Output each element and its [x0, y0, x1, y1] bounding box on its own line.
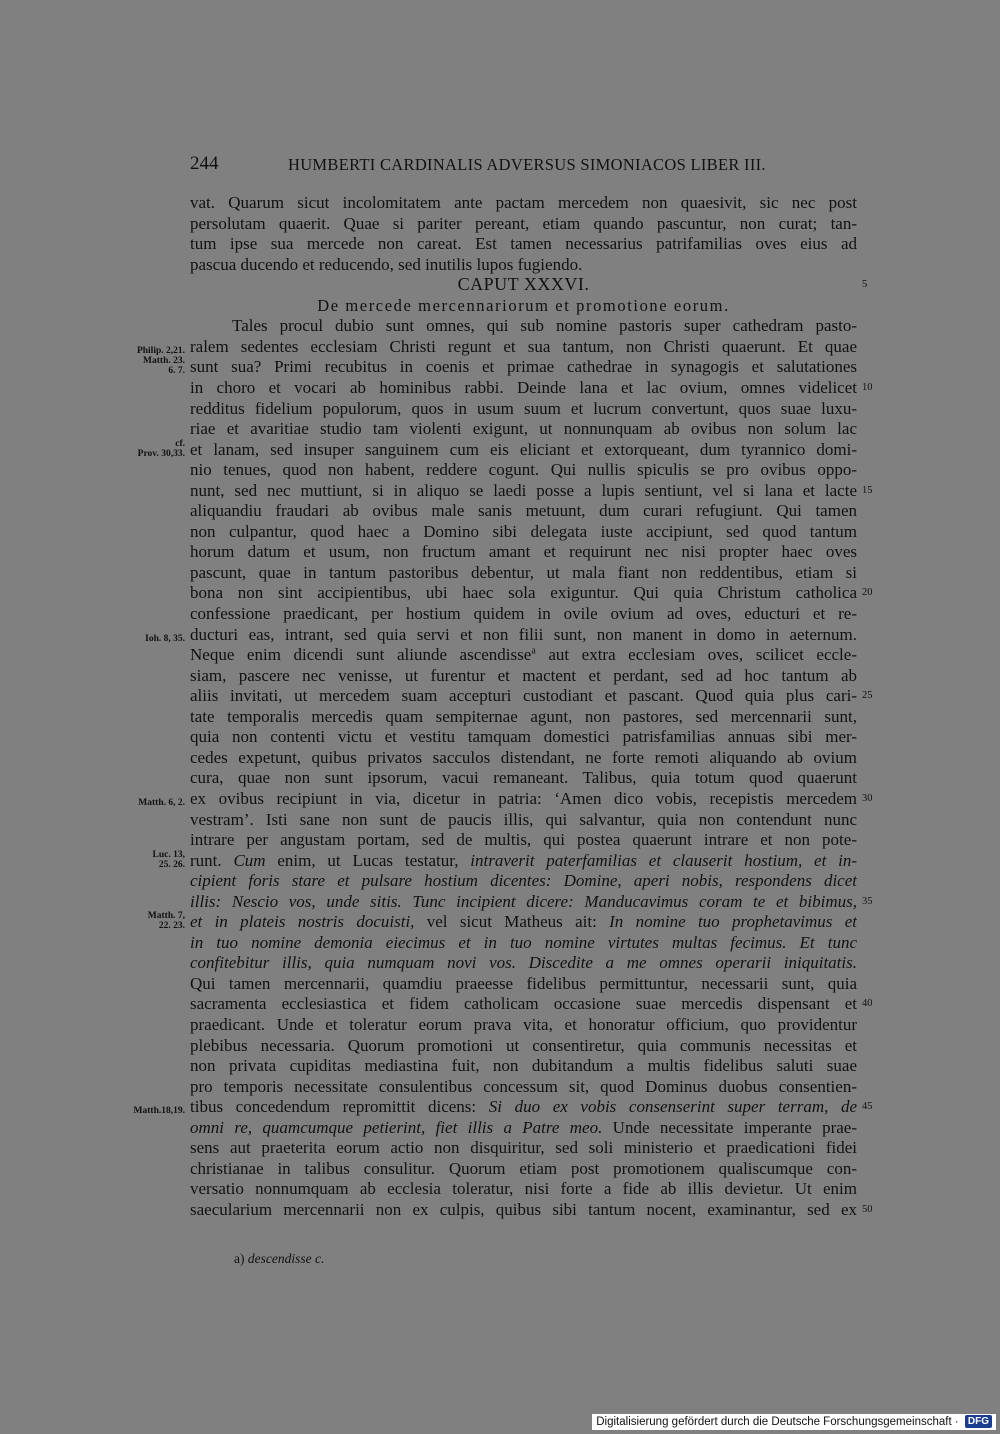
- text-segment: plebibus necessaria. Quorum promotioni ut consentiretur, quia communis necessitas et: [190, 1036, 857, 1055]
- margin-reference: [145, 634, 185, 644]
- text-line: [190, 911, 857, 932]
- text-line: [190, 254, 857, 275]
- text-segment: confitebitur illis, quia numquam novi vos. Discedite a me omnes operarii iniquitatis.: [190, 953, 857, 972]
- text-segment: sacramenta ecclesiastica et fidem catholicam occasione suae mercedis dispensant et: [190, 994, 857, 1013]
- text-segment: Tales procul dubio sunt omnes, qui sub nomine pastoris super cathedram pasto-: [232, 316, 857, 335]
- text-line: [190, 1178, 857, 1199]
- text-segment: illis: Nescio vos, unde sitis. Tunc incipient dicere: Manducavimus coram te et bibimus,: [190, 892, 857, 911]
- text-line: [190, 1096, 857, 1117]
- chapter-heading: [190, 274, 857, 295]
- page-number: 244: [190, 153, 219, 174]
- text-line: [190, 480, 857, 501]
- line-number: 35: [862, 896, 873, 907]
- dfg-logo: DFG: [965, 1415, 992, 1428]
- chapter-subtitle: [190, 295, 857, 316]
- text-line: [190, 809, 857, 830]
- footnote: [234, 1251, 324, 1267]
- line-number: 20: [862, 587, 873, 598]
- text-line: [190, 952, 857, 973]
- text-segment: riae et avaritiae studio tam violenti exigunt, ut nonnunquam ab ovibus non solum lac: [190, 419, 857, 438]
- text-segment: ex ovibus recipiunt in via, dicetur in patria: ‘Amen dico vobis, recepistis mercedem: [190, 789, 857, 808]
- text-line: [190, 356, 857, 377]
- text-line: [190, 562, 857, 583]
- text-line: [190, 582, 857, 603]
- text-line: [190, 685, 857, 706]
- text-segment: persolutam quaerit. Quae si pariter pereant, etiam quando pascuntur, non curat; tan-: [190, 214, 857, 233]
- text-segment: tate temporalis mercedis quam sempiternae agunt, non pastores, sed mercennarii sunt,: [190, 707, 857, 726]
- margin-reference: [134, 1106, 185, 1116]
- text-segment: vestram’. Isti sane non sunt de paucis illis, qui salvantur, quia non contendunt nunc: [190, 810, 857, 829]
- text-line: [190, 418, 857, 439]
- text-segment: tum ipse sua mercede non careat. Est tamen necessarius patrifamilias oves eius ad: [190, 234, 857, 253]
- text-segment: Unde necessitate imperante prae-: [602, 1118, 857, 1137]
- text-segment: siam, pascere nec venisse, ut furentur et mactent et perdant, sed ad hoc tantum ab: [190, 666, 857, 685]
- text-segment: bona non sint accipientibus, ubi haec sola exiguntur. Qui quia Christum catholica: [190, 583, 857, 602]
- line-number: 10: [862, 382, 873, 393]
- line-number: 40: [862, 998, 873, 1009]
- text-line: [190, 315, 857, 336]
- text-segment: aliquandiu fraudari ab ovibus male sanis metuunt, dum curari refugiunt. Qui tamen: [190, 501, 857, 520]
- text-line: [190, 891, 857, 912]
- text-line: [190, 521, 857, 542]
- text-line: [190, 1055, 857, 1076]
- text-segment: versatio nonnumquam ab ecclesia toleratur, nisi forte a fide ab illis devietur. Ut enim: [190, 1179, 857, 1198]
- margin-reference-line: Matth. 23.: [143, 356, 185, 366]
- margin-reference: [143, 356, 185, 376]
- text-line: [190, 192, 857, 213]
- margin-reference-line: Matth. 7,: [147, 911, 185, 921]
- text-segment: pascua ducendo et reducendo, sed inutilis lupos fugiendo.: [190, 255, 583, 274]
- text-line: [190, 233, 857, 254]
- digitization-credit: [592, 1414, 996, 1430]
- text-segment: quia non contenti victu et vestitu tamquam domestici patrisfamilias annuas sibi mer-: [190, 727, 857, 746]
- text-segment: non culpantur, quod haec a Domino sibi delegata iuste accipiunt, sed quod tantum: [190, 522, 857, 541]
- text-segment: nio tenues, quod non habent, reddere cogunt. Qui nullis spiculis se pro ovibus oppo-: [190, 460, 857, 479]
- text-segment: saecularium mercennarii non ex culpis, quibus sibi tantum nocent, examinantur, sed ex: [190, 1200, 857, 1219]
- credit-text: Digitalisierung gefördert durch die Deutsche Forschungsgemeinschaft ·: [596, 1416, 959, 1428]
- text-segment: CAPUT XXXVI.: [457, 274, 590, 294]
- text-line: [190, 459, 857, 480]
- text-segment: et in plateis nostris docuisti,: [190, 912, 415, 931]
- text-segment: vat. Quarum sicut incolomitatem ante pactam mercedem non quaesivit, sic nec post: [190, 193, 857, 212]
- text-line: [190, 1199, 857, 1220]
- text-segment: pascunt, quae in tantum pastoribus debentur, ut mala fiant non reddentibus, etiam si: [190, 563, 857, 582]
- text-segment: confessione praedicant, per hostium quidem in ovile ovium ad oves, educturi et re-: [190, 604, 857, 623]
- margin-reference-line: 25. 26.: [158, 860, 185, 870]
- text-segment: runt.: [190, 851, 234, 870]
- text-segment: cedes expetunt, quibus privatos sacculos distendant, ne forte remoti aliquando ab ovium: [190, 748, 857, 767]
- text-line: [190, 1035, 857, 1056]
- text-segment: sens aut praeterita eorum actio non disquiritur, sed soli ministerio et praedicationi fidei: [190, 1138, 857, 1157]
- text-segment: ducturi eas, intrant, sed quia servi et non filii sunt, non manent in domo in aeternum.: [190, 625, 857, 644]
- text-line: [190, 932, 857, 953]
- text-segment: redditus fidelium populorum, quos in usum suum et lucrum convertunt, quos suae luxu-: [190, 399, 857, 418]
- text-segment: aliis invitati, ut mercedem suam accepturi custodiant et pascant. Quod quia plus cari-: [190, 686, 857, 705]
- text-line: [190, 973, 857, 994]
- text-segment: pro temporis necessitate consulentibus concessum sit, quod Dominus duobus consentien-: [190, 1077, 857, 1096]
- text-line: [190, 788, 857, 809]
- text-segment: in choro et vocari ab hominibus rabbi. Deinde lana et lac ovium, omnes videlicet: [190, 378, 857, 397]
- text-segment: non privata cupiditas mediastina fuit, non dubitandum a multis fidelibus saluti suae: [190, 1056, 857, 1075]
- text-segment: cura, quae non sunt ipsorum, vacui remaneant. Talibus, quia totum quod quaerunt: [190, 768, 857, 787]
- margin-reference-line: Philip. 2,21.: [136, 346, 185, 356]
- text-line: [190, 1117, 857, 1138]
- text-segment: In nomine tuo prophetavimus et: [609, 912, 857, 931]
- text-line: [190, 747, 857, 768]
- margin-reference: [148, 911, 185, 931]
- text-segment: aut extra ecclesiam oves, scilicet eccle-: [535, 645, 857, 664]
- text-segment: cipient foris stare et pulsare hostium dicentes: Domine, aperi nobis, respondens dicet: [190, 871, 857, 890]
- text-segment: vel sicut Matheus ait:: [414, 912, 610, 931]
- text-line: [190, 336, 857, 357]
- line-number: 5: [862, 279, 868, 290]
- line-number: 45: [862, 1101, 873, 1112]
- text-segment: christianae in talibus consulitur. Quorum etiam post promotionem qualiscumque con-: [190, 1159, 857, 1178]
- text-line: [190, 1137, 857, 1158]
- margin-reference-line: Matth. 6, 2.: [138, 798, 185, 808]
- text-segment: nunt, sed nec muttiunt, si in aliquo se laedi posse a lupis sentiunt, vel si lana et lacte: [190, 481, 857, 500]
- text-line: [190, 1076, 857, 1097]
- margin-reference-line: Luc. 13,: [152, 850, 185, 860]
- line-number: 30: [862, 793, 873, 804]
- margin-reference-line: Prov. 30,33.: [137, 449, 185, 459]
- line-number: 50: [862, 1204, 873, 1215]
- text-line: [190, 644, 857, 665]
- text-segment: De mercede mercennariorum et promotione eorum.: [317, 296, 730, 315]
- text-segment: ralem sedentes ecclesiam Christi regunt et sua tantum, non Christi quaerunt. Et quae: [190, 337, 857, 356]
- text-line: [190, 500, 857, 521]
- text-line: [190, 1158, 857, 1179]
- text-line: [190, 850, 857, 871]
- footnote-text: descendisse c.: [247, 1251, 325, 1266]
- text-segment: et lanam, sed insuper sanguinem cum eis eliciant et extorqueant, dum tyrannico domi-: [190, 440, 857, 459]
- text-line: [190, 377, 857, 398]
- line-number: 25: [862, 690, 873, 701]
- text-segment: intraverit paterfamilias et clauserit hostium, et in-: [470, 851, 857, 870]
- text-line: [190, 603, 857, 624]
- text-line: [190, 1014, 857, 1035]
- running-title: HUMBERTI CARDINALIS ADVERSUS SIMONIACOS LIBER III.: [288, 155, 766, 174]
- text-segment: Neque enim dicendi sunt aliunde ascendisse: [190, 645, 532, 664]
- margin-reference: [137, 346, 185, 356]
- text-segment: intrare per angustam portam, sed de multis, qui postea quaerunt intrare et non pote-: [190, 830, 857, 849]
- margin-reference: [153, 850, 185, 870]
- text-line: [190, 829, 857, 850]
- text-line: [190, 213, 857, 234]
- footnote-marker: a: [531, 645, 536, 657]
- text-segment: in tuo nomine demonia eiecimus et in tuo nomine virtutes multas fecimus. Et tunc: [190, 933, 857, 952]
- text-line: [190, 726, 857, 747]
- text-line: [190, 439, 857, 460]
- text-line: [190, 624, 857, 645]
- text-segment: enim, ut Lucas testatur,: [265, 851, 471, 870]
- text-line: [190, 541, 857, 562]
- text-segment: praedicant. Unde et toleratur eorum prava vita, et honoratur officium, quo providentur: [190, 1015, 857, 1034]
- margin-reference-line: Ioh. 8, 35.: [145, 634, 185, 644]
- text-segment: tibus concedendum repromittit dicens:: [190, 1097, 489, 1116]
- text-line: [190, 398, 857, 419]
- text-segment: Cum: [233, 851, 266, 870]
- margin-reference-line: 6. 7.: [168, 366, 185, 376]
- text-line: [190, 993, 857, 1014]
- text-segment: omni re, quamcumque petierint, fiet illis a Patre meo.: [190, 1118, 603, 1137]
- text-segment: sunt sua? Primi recubitus in coenis et primae cathedrae in synagogis et salutationes: [190, 357, 857, 376]
- text-line: [190, 665, 857, 686]
- margin-reference: [138, 439, 185, 459]
- text-segment: Qui tamen mercennarii, quamdiu praeesse fidelibus permittuntur, necessarii sunt, quia: [190, 974, 857, 993]
- line-number: 15: [862, 485, 873, 496]
- text-segment: Si duo ex vobis consenserint super terram, de: [488, 1097, 857, 1116]
- margin-reference-line: Matth.18,19.: [133, 1106, 185, 1116]
- text-line: [190, 706, 857, 727]
- footnote-label: a): [234, 1251, 245, 1266]
- text-segment: horum datum et usum, non fructum amant et requirunt nec nisi propter haec oves: [190, 542, 857, 561]
- margin-reference: [138, 798, 185, 808]
- text-line: [190, 767, 857, 788]
- text-line: [190, 870, 857, 891]
- margin-reference-line: cf.: [175, 439, 185, 449]
- margin-reference-line: 22. 23.: [158, 921, 185, 931]
